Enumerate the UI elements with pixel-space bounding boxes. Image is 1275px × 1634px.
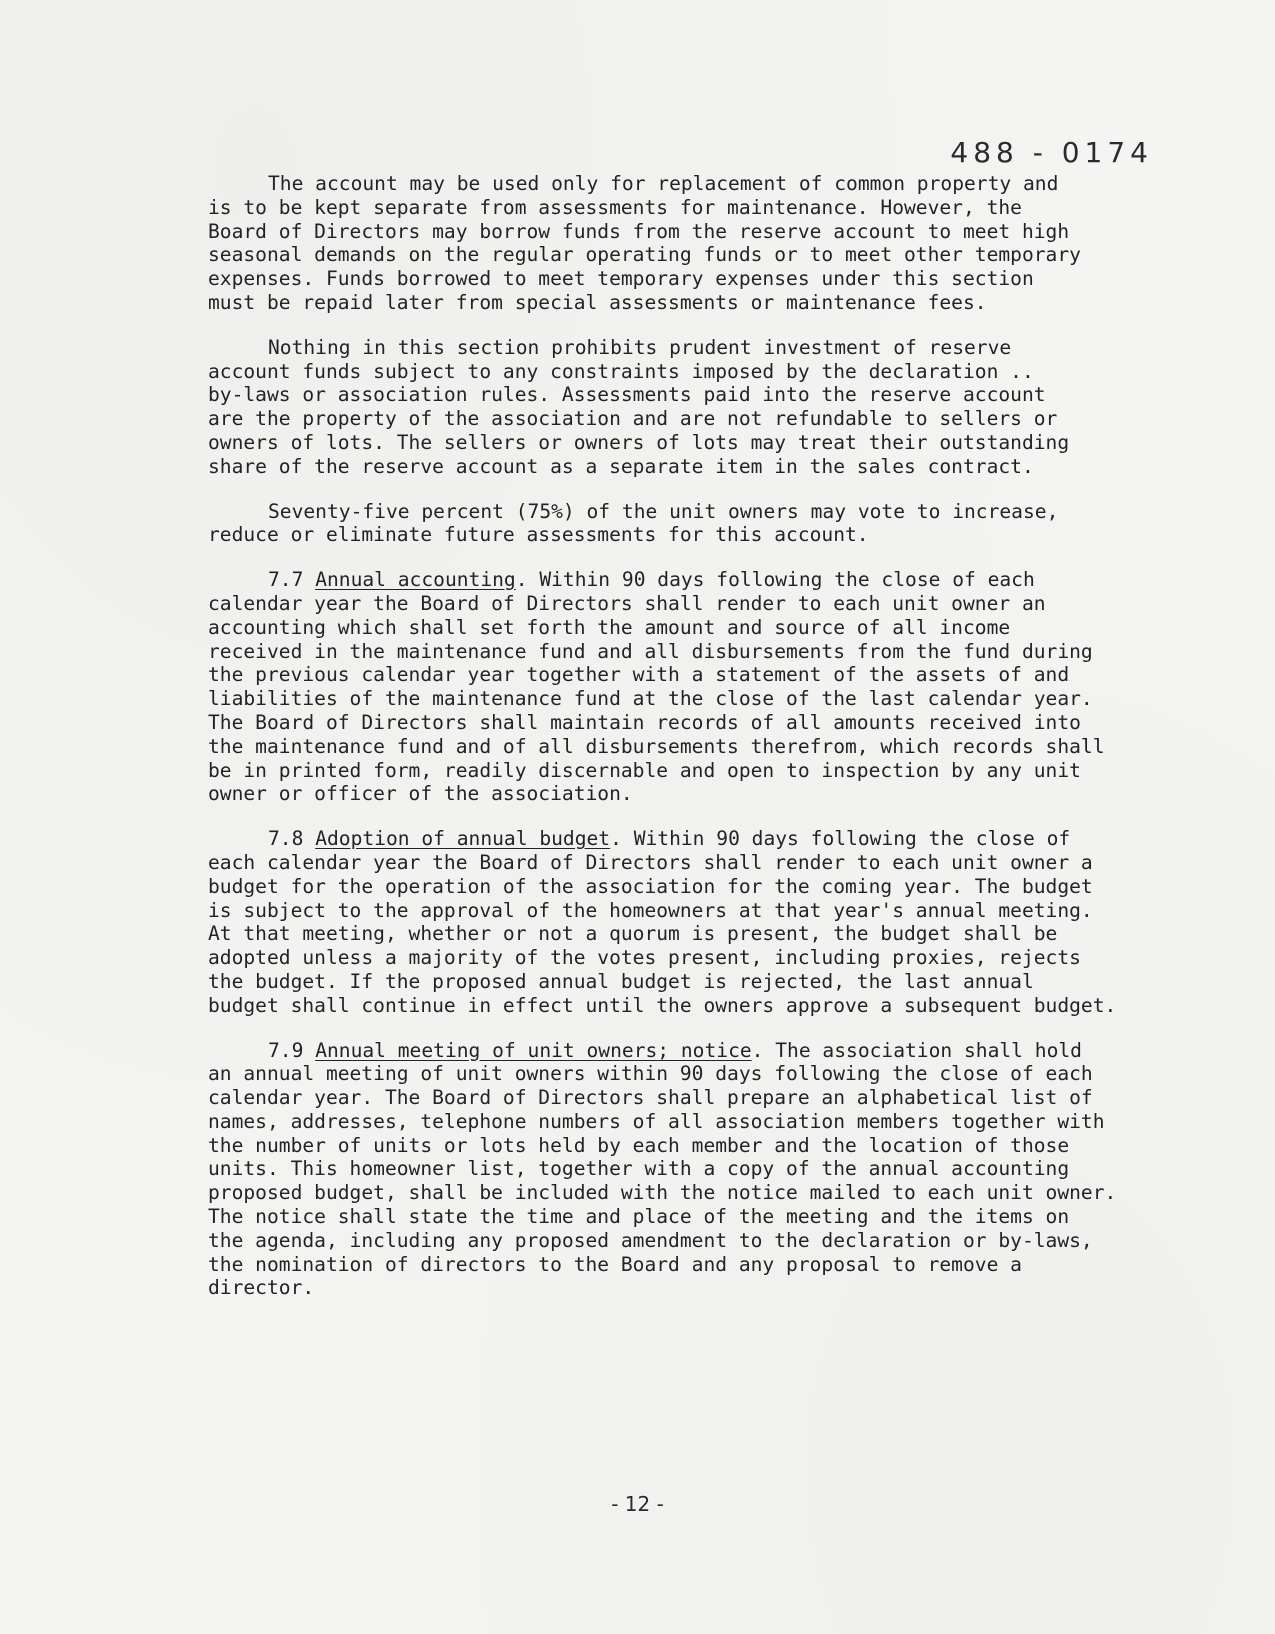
text-line: the agenda, including any proposed amendment to the declaration or by-laws, [208, 1228, 1093, 1252]
paragraph-reserve-investment [208, 336, 1098, 479]
section-number: 7.7 [268, 568, 304, 592]
text-line: owner or officer of the association. [208, 782, 633, 806]
text-line: the number of units or lots held by each member and the location of those [208, 1133, 1070, 1157]
text-line: Board of Directors may borrow funds from the reserve account to meet high [208, 219, 1070, 243]
text-line: Nothing in this section prohibits prudent investment of reserve [268, 335, 1012, 359]
section-first-line [208, 1039, 1098, 1063]
text-line: The Board of Directors shall maintain records of all amounts received into [208, 710, 1081, 734]
text-line: the previous calendar year together with a statement of the assets of and [208, 663, 1070, 687]
text-line: share of the reserve account as a separate item in the sales contract. [208, 454, 1034, 478]
page-number: - 12 - [611, 1492, 664, 1516]
text-line: reduce or eliminate future assessments for this account. [208, 523, 869, 547]
section-7-9-annual-meeting [208, 1038, 1117, 1301]
section-7-8-annual-budget [208, 827, 1117, 1017]
text-line: proposed budget, shall be included with the notice mailed to each unit owner. [208, 1181, 1117, 1205]
text-line: are the property of the association and are not refundable to sellers or [208, 407, 1058, 431]
text-line: the maintenance fund and of all disbursements therefrom, which records shall [208, 734, 1105, 758]
text-line: each calendar year the Board of Directors shall render to each unit owner a [208, 850, 1093, 874]
text-line: by-laws or association rules. Assessments paid into the reserve account [208, 383, 1046, 407]
book-page-reference: 488 - 0174 [950, 136, 1153, 169]
section-first-line [208, 827, 1098, 851]
paragraph-reserve-account-use [208, 172, 1098, 315]
section-first-line [208, 568, 1098, 592]
document-body [208, 172, 1117, 1321]
text-line: expenses. Funds borrowed to meet temporary expenses under this section [208, 267, 1034, 291]
text-line: adopted unless a majority of the votes present, including proxies, rejects [208, 946, 1081, 970]
text-line: is subject to the approval of the homeowners at that year's annual meeting. [208, 898, 1093, 922]
text-line: an annual meeting of unit owners within 90 days following the close of each [208, 1062, 1093, 1086]
section-heading: Annual accounting [315, 568, 516, 592]
text-line: budget shall continue in effect until the owners approve a subsequent budget. [208, 993, 1117, 1017]
text-line: received in the maintenance fund and all disbursements from the fund during [208, 639, 1093, 663]
text-line: director. [208, 1276, 315, 1300]
section-first-line-text: . Within 90 days following the close of each [515, 568, 1035, 592]
text-line: be in printed form, readily discernable and open to inspection by any unit [208, 758, 1081, 782]
text-line: seasonal demands on the regular operating funds or to meet other temporary [208, 243, 1081, 267]
text-line: account funds subject to any constraints imposed by the declaration .. [208, 359, 1034, 383]
text-line: accounting which shall set forth the amount and source of all income [208, 615, 1011, 639]
text-line: units. This homeowner list, together with a copy of the annual accounting [208, 1157, 1070, 1181]
text-line: is to be kept separate from assessments for maintenance. However, the [208, 195, 1022, 219]
text-line: the nomination of directors to the Board and any proposal to remove a [208, 1252, 1022, 1276]
text-line: At that meeting, whether or not a quorum is present, the budget shall be [208, 922, 1058, 946]
text-line: budget for the operation of the association for the coming year. The budget [208, 874, 1093, 898]
paragraph-owner-vote [208, 500, 1098, 548]
section-heading: Adoption of annual budget [315, 827, 611, 851]
text-line: calendar year. The Board of Directors shall prepare an alphabetical list of [208, 1086, 1093, 1110]
section-number: 7.8 [268, 827, 304, 851]
section-first-line-text: . The association shall hold [751, 1038, 1082, 1062]
text-line: The account may be used only for replacement of common property and [268, 172, 1059, 195]
section-number: 7.9 [268, 1038, 304, 1062]
section-7-7-annual-accounting [208, 568, 1105, 806]
text-line: calendar year the Board of Directors shall render to each unit owner an [208, 591, 1046, 615]
text-line: must be repaid later from special assessments or maintenance fees. [208, 290, 987, 314]
text-line: Seventy-five percent (75%) of the unit owners may vote to increase, [268, 499, 1059, 523]
section-first-line-text: . Within 90 days following the close of [610, 827, 1071, 851]
section-heading: Annual meeting of unit owners; notice [315, 1038, 752, 1062]
text-line: names, addresses, telephone numbers of all association members together with [208, 1109, 1105, 1133]
text-line: The notice shall state the time and place of the meeting and the items on [208, 1205, 1070, 1229]
text-line: liabilities of the maintenance fund at the close of the last calendar year. [208, 687, 1093, 711]
text-line: the budget. If the proposed annual budget is rejected, the last annual [208, 969, 1034, 993]
text-line: owners of lots. The sellers or owners of lots may treat their outstanding [208, 430, 1070, 454]
